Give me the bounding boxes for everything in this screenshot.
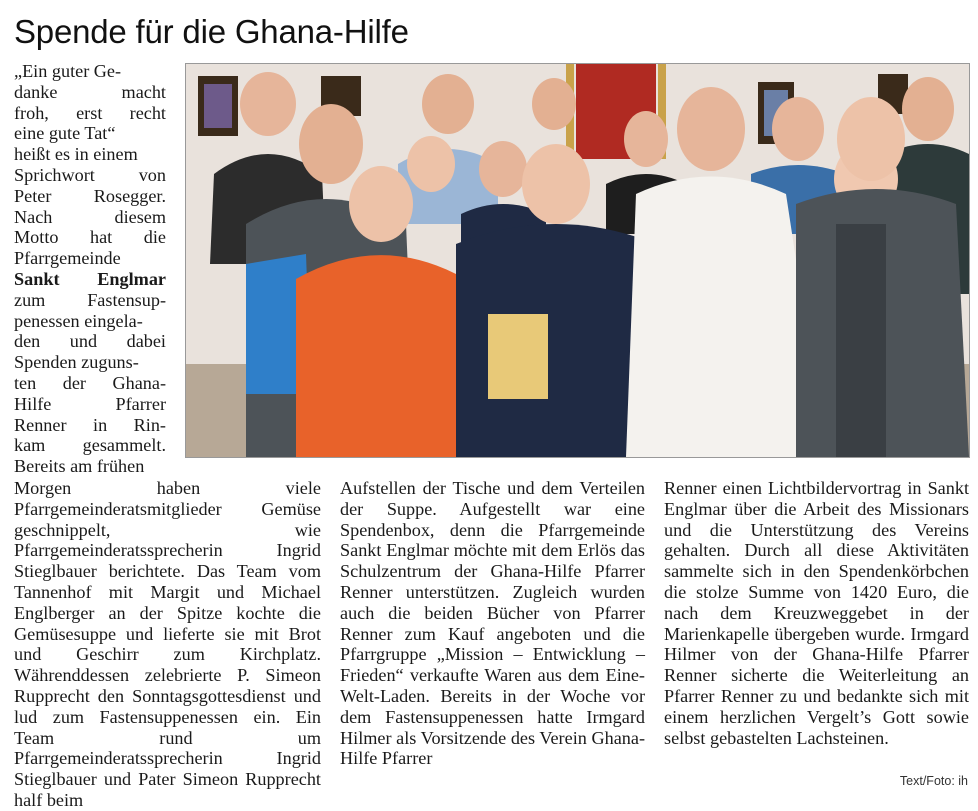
group-photo: [185, 63, 970, 458]
lead-line: Renner in Rin-: [14, 414, 166, 435]
lead-line: Pfarrgemeinde: [14, 248, 121, 269]
lead-line: ten der Ghana-: [14, 372, 166, 393]
lead-column: [14, 61, 166, 477]
station-picture-icon: [198, 76, 238, 136]
article-headline: Spende für die Ghana-Hilfe: [14, 13, 409, 50]
lead-line: penessen eingela-: [14, 310, 143, 331]
lead-line: Bereits am frühen: [14, 456, 145, 477]
group-photo-image: [186, 64, 969, 457]
lead-line: Sprichwort von: [14, 164, 166, 185]
lead-line: froh, erst recht: [14, 102, 166, 123]
lead-line: Peter Rosegger.: [14, 185, 166, 206]
lead-line: zum Fastensup-: [14, 289, 166, 310]
body-column-2: Aufstellen der Tische und dem Verteilen der Suppe. Aufgestellt war eine Spendenbox, denn die Pfarrgemeinde Sankt Englmar möchte mit dem Erlös das Schulzentrum der Ghana-Hilfe Pfarrer Renner unterstützen. Zugleich wurden auch die beiden Bücher von Pfarrer Renner zum Kauf angeboten und die Pfarrgruppe „Mission – Entwicklung – Frieden“ verkaufte Waren aus dem Eine-Welt-Laden. Bereits in der Woche vor dem Fastensuppenessen hatte Irmgard Hilmer als Vorsitzende des Verein Ghana-Hilfe Pfarrer: [340, 478, 645, 769]
body-column-3: Renner einen Lichtbildervortrag in Sankt Englmar über die Arbeit des Missionars und die Unterstützung des Vereins gehalten. Durch all diese Aktivitäten sammelte sich in den Spendenkörbchen die stolze Summe von 1420 Euro, die nach dem Kreuzweggebet in der Marienkapelle übergeben wurde. Irmgard Hilmer von der Ghana-Hilfe Pfarrer Renner sicherte die Weiterleitung an Pfarrer Renner zu und bedankte sich mit einem herzlichen Vergelt’s Gott sowie selbst gebastelten Lachsteinen.: [664, 478, 969, 748]
lead-line: „Ein guter Ge-: [14, 61, 122, 81]
lead-line-place: Sankt Englmar: [14, 268, 166, 289]
envelope: [488, 314, 548, 399]
lead-line: den und dabei: [14, 331, 166, 352]
lead-line: Nach diesem: [14, 206, 166, 227]
lead-line: kam gesammelt.: [14, 435, 166, 456]
lead-line: Motto hat die: [14, 227, 166, 248]
lead-line: eine gute Tat“: [14, 123, 116, 144]
body-column-1: Morgen haben viele Pfarrgemeinderatsmitglieder Gemüse geschnippelt, wie Pfarrgemeinderatssprecherin Ingrid Stieglbauer berichtete. Das Team vom Tannenhof mit Margit und Michael Englberger an der Spitze kochte die Gemüsesuppe und lieferte sie mit Brot und Geschirr zum Kirchplatz. Währenddessen zelebrierte P. Simeon Rupprecht den Sonntagsgottesdienst und lud zum Fastensuppenessen ein. Ein Team rund um Pfarrgemeinderatssprecherin Ingrid Stieglbauer und Pater Simeon Rupprecht half beim: [14, 478, 321, 810]
photo-credit: Text/Foto: ih: [899, 774, 968, 788]
lead-line: heißt es in einem: [14, 144, 138, 165]
lead-line: Spenden zuguns-: [14, 352, 139, 373]
lead-line: Hilfe Pfarrer: [14, 393, 166, 414]
lead-line: danke macht: [14, 81, 166, 102]
